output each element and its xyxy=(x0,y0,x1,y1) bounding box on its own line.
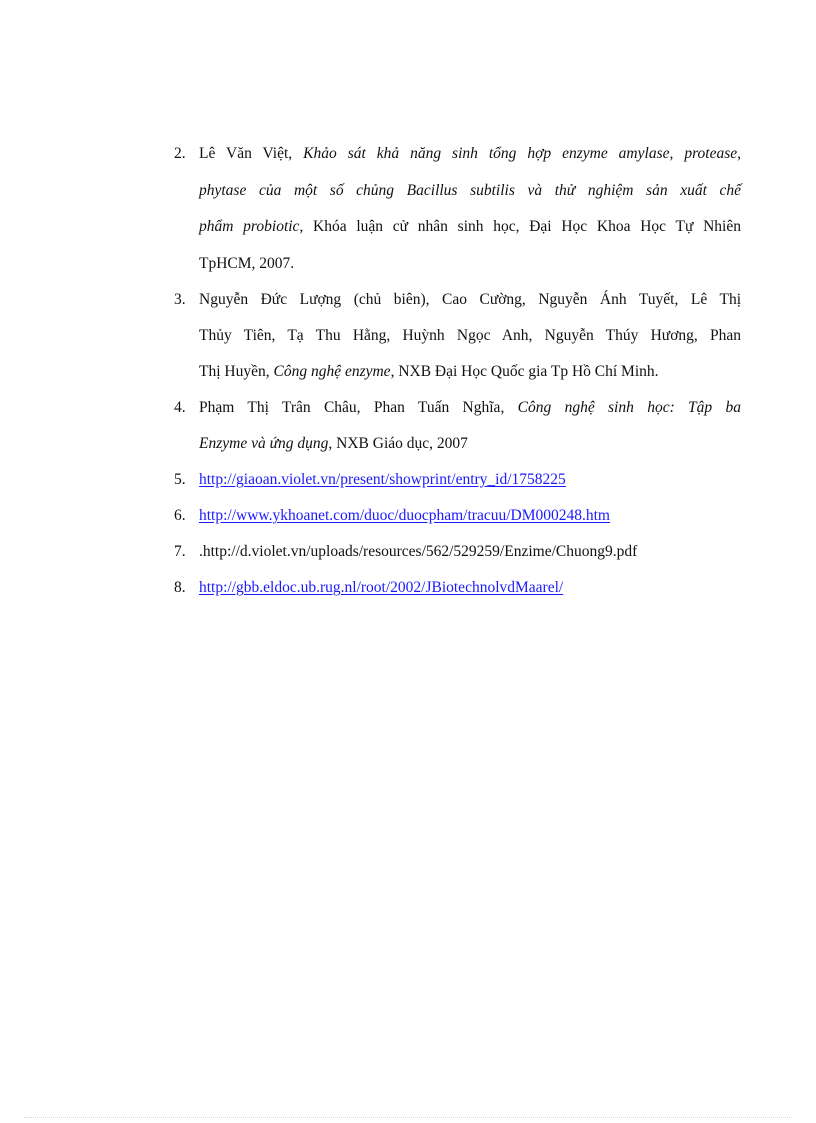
reference-number: 7. xyxy=(174,543,186,560)
reference-line xyxy=(199,291,741,309)
page-bottom-rule xyxy=(24,1117,792,1118)
reference-title-text: Enzyme và ứng dụng xyxy=(199,435,329,452)
reference-line xyxy=(199,435,741,453)
reference-title-text: Công nghệ sinh học: Tập ba xyxy=(517,399,742,416)
reference-text: http://giaoan.violet.vn/present/showprint/entry_id/1758225 xyxy=(199,471,566,488)
reference-title-text: phẩm probiotic, xyxy=(199,218,304,235)
reference-text: Khóa luận cử nhân sinh học, Đại Học Khoa Học Tự Nhiên xyxy=(303,218,741,235)
reference-line xyxy=(199,218,741,236)
reference-text: , NXB Đại Học Quốc gia Tp Hồ Chí Minh. xyxy=(390,363,659,380)
reference-line xyxy=(199,145,741,163)
reference-text: Thị Huyền, xyxy=(199,363,274,380)
reference-text: TpHCM, 2007. xyxy=(199,255,295,272)
reference-number: 2. xyxy=(174,145,186,162)
reference-link[interactable] xyxy=(199,507,741,525)
reference-number: 8. xyxy=(174,579,186,596)
reference-title-text: phytase của một số chủng Bacillus subtilis và thử nghiệm sản xuất chế xyxy=(199,182,741,199)
reference-text: Phạm Thị Trân Châu, Phan Tuấn Nghĩa, xyxy=(199,399,518,416)
reference-text: http://gbb.eldoc.ub.rug.nl/root/2002/JBiotechnolvdMaarel/ xyxy=(199,579,564,596)
reference-line xyxy=(199,399,741,417)
reference-line xyxy=(199,327,741,345)
reference-link[interactable] xyxy=(199,579,741,597)
reference-text: .http://d.violet.vn/uploads/resources/562/529259/Enzime/Chuong9.pdf xyxy=(199,543,638,560)
reference-line xyxy=(199,363,741,381)
reference-line xyxy=(199,543,741,561)
reference-line xyxy=(199,255,741,273)
reference-title-text: Khảo sát khả năng sinh tổng hợp enzyme amylase, protease, xyxy=(303,145,741,162)
reference-line xyxy=(199,182,741,200)
reference-number: 5. xyxy=(174,471,186,488)
reference-number: 3. xyxy=(174,291,186,308)
reference-text: Lê Văn Việt, xyxy=(199,145,304,162)
reference-text: Thủy Tiên, Tạ Thu Hằng, Huỳnh Ngọc Anh, Nguyễn Thúy Hương, Phan xyxy=(199,327,741,344)
reference-text: http://www.ykhoanet.com/duoc/duocpham/tracuu/DM000248.htm xyxy=(199,507,610,524)
reference-link[interactable] xyxy=(199,471,741,489)
reference-text: Nguyễn Đức Lượng (chủ biên), Cao Cường, Nguyễn Ánh Tuyết, Lê Thị xyxy=(199,291,741,308)
reference-number: 6. xyxy=(174,507,186,524)
reference-text: , NXB Giáo dục, 2007 xyxy=(328,435,468,452)
reference-number: 4. xyxy=(174,399,186,416)
reference-title-text: Công nghệ enzyme xyxy=(273,363,391,380)
